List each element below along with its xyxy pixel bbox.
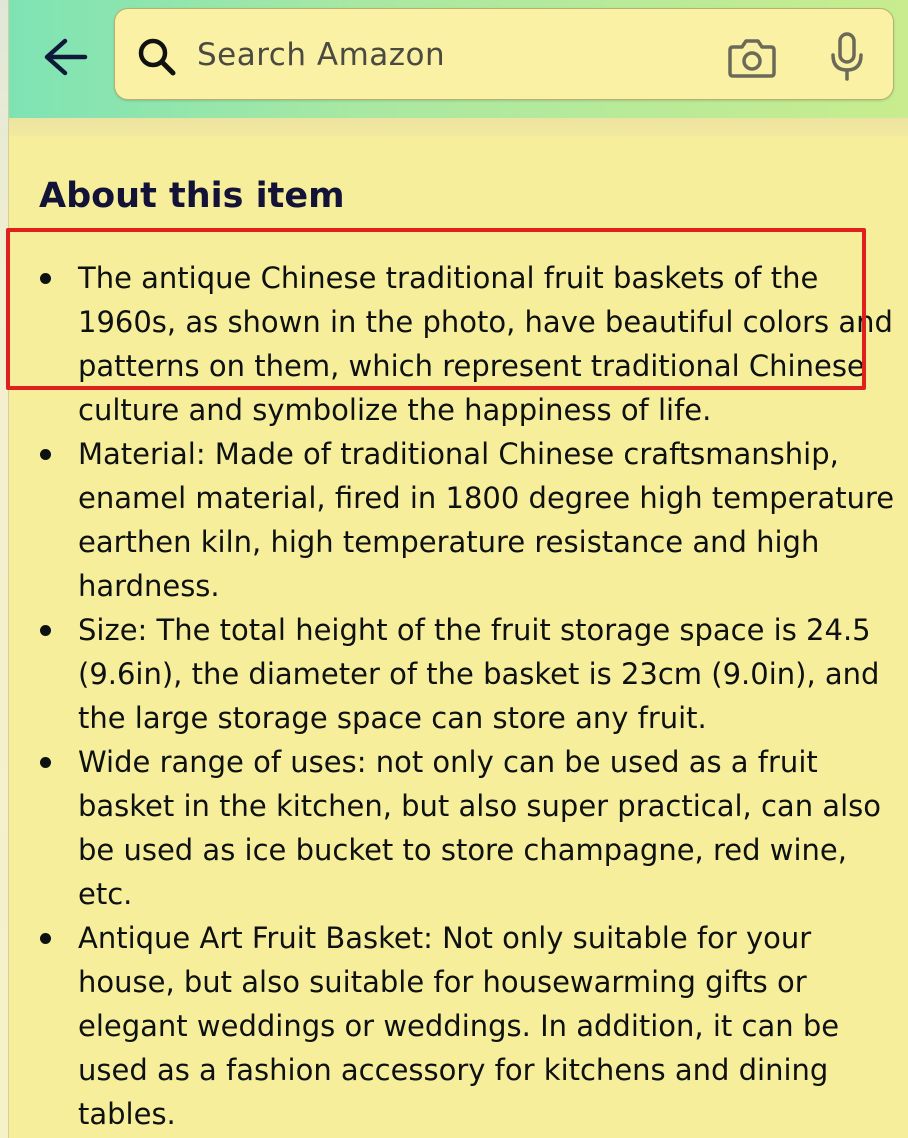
camera-icon[interactable] xyxy=(727,35,777,79)
header-bar xyxy=(9,0,908,118)
list-item: Size: The total height of the fruit storage space is 24.5 (9.6in), the diameter of the basket is 23cm (9.0in), and the large storage space can store any fruit. xyxy=(36,608,896,740)
list-item: The antique Chinese traditional fruit baskets of the 1960s, as shown in the photo, have beautiful colors and patterns on them, which represent traditional Chinese culture and symbolize the happiness of life. xyxy=(36,256,896,432)
section-title: About this item xyxy=(39,176,345,216)
list-item: Wide range of uses: not only can be used as a fruit basket in the kitchen, but also super practical, can also be used as ice bucket to store champagne, red wine, etc. xyxy=(36,740,896,916)
arrow-left-icon xyxy=(43,37,89,77)
search-icon[interactable] xyxy=(135,35,179,79)
microphone-icon[interactable] xyxy=(827,31,867,83)
search-bar[interactable] xyxy=(114,8,894,100)
left-edge-panel xyxy=(0,0,9,1138)
back-button[interactable] xyxy=(39,30,93,84)
search-input[interactable]: Search Amazon xyxy=(197,37,446,73)
bullet-list xyxy=(36,256,896,1136)
list-item: Antique Art Fruit Basket: Not only suitable for your house, but also suitable for housewarming gifts or elegant weddings or weddings. In addition, it can be used as a fashion accessory for kitchens and dining tables. xyxy=(36,916,896,1136)
list-item: Material: Made of traditional Chinese craftsmanship, enamel material, fired in 1800 degree high temperature earthen kiln, high temperature resistance and high hardness. xyxy=(36,432,896,608)
header-divider xyxy=(9,118,908,136)
